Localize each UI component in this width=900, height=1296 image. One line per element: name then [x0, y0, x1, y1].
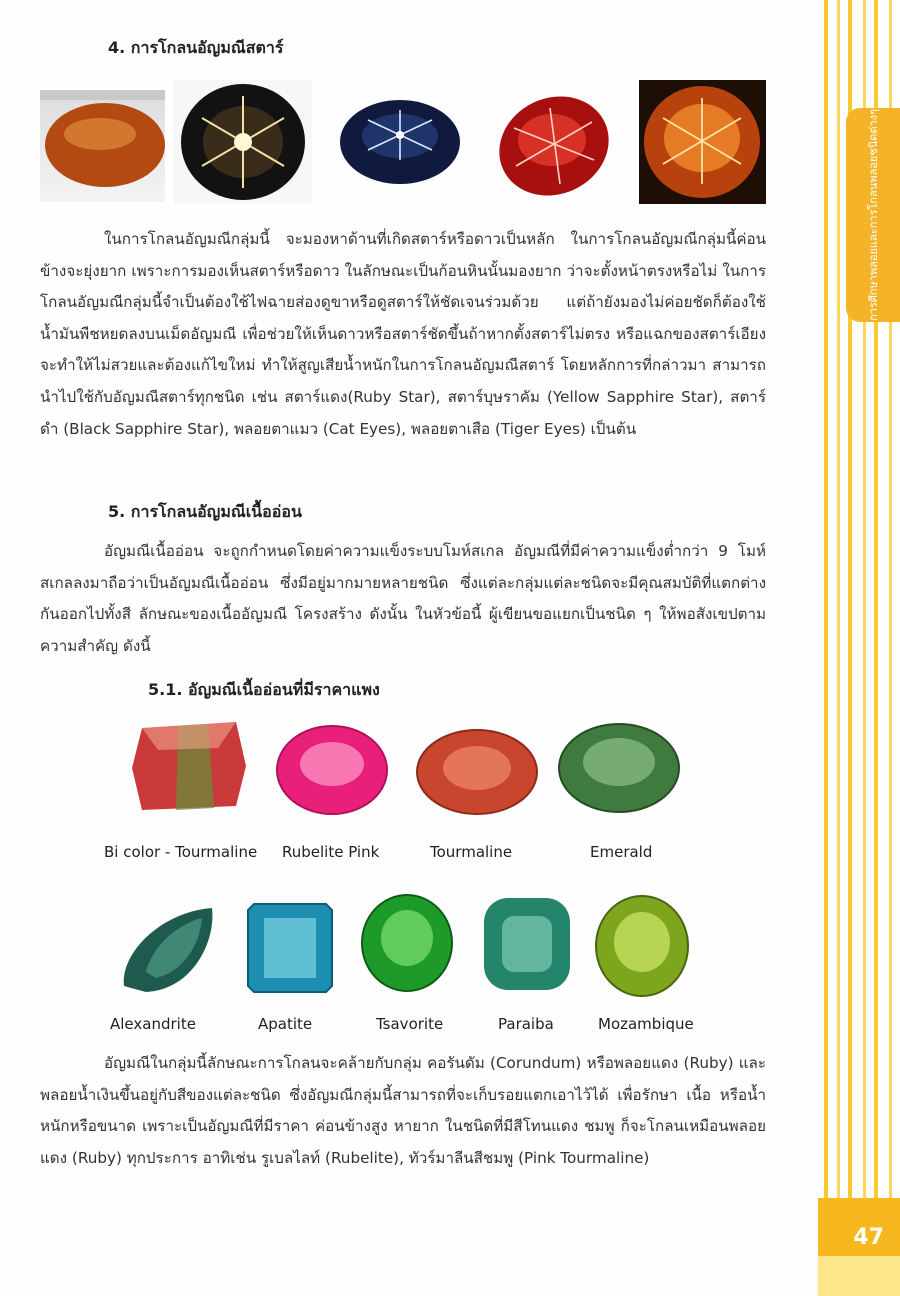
section-4-heading: 4. การโกลนอัญมณีสตาร์	[108, 38, 284, 57]
gem-bicolor-tourmaline	[128, 718, 250, 818]
gem-label-tourmaline: Tourmaline	[430, 843, 513, 861]
section-5-heading: 5. การโกลนอัญมณีเนื้ออ่อน	[108, 502, 302, 521]
star-gem-photo-1	[40, 90, 165, 202]
page-number-box-lower	[818, 1256, 900, 1296]
gem-rubelite-pink	[274, 722, 390, 822]
star-gem-photo-3	[336, 88, 464, 196]
gem-emerald	[556, 720, 682, 820]
gem-label-mozambique: Mozambique	[598, 1015, 694, 1033]
section-4-paragraph: ในการโกลนอัญมณีกลุ่มนี้ จะมองหาด้านที่เกิดสตาร์หรือดาวเป็นหลัก ในการโกลนอัญมณีกลุ่มนี้ค่อนข้างจะยุ่งยาก เพราะการมองเห็นสตาร์หรือดาว ในลักษณะเป็นก้อนหินนั้นมองยาก ว่าจะตั้งหน้าตรงหรือไม่ ในการโกลนอัญมณีกลุ่มนี้จำเป็นต้องใช้ไฟฉายส่องดูขาหรือดูสตาร์ให้ชัดเจนร่วมด้วย แต่ถ้ายังมองไม่ค่อยชัดก็ต้องใช้น้ำมันพืชหยดลงบนเม็ดอัญมณี เพื่อช่วยให้เห็นดาวหรือสตาร์ชัดขึ้นถ้าหากตั้งสตาร์ไม่ตรง หรือแฉกของสตาร์เอียง จะทำให้ไม่สวยและต้องแก้ไขใหม่ ทำให้สูญเสียน้ำหนักในการโกลนอัญมณีสตาร์ โดยหลักการที่กล่าวมา สามารถนำไปใช้กับอัญมณีสตาร์ทุกชนิด เช่น สตาร์แดง(Ruby Star), สตาร์บุษราคัม (Yellow Sapphire Star), สตาร์ดำ (Black Sapphire Star), พลอยตาแมว (Cat Eyes), พลอยตาเสือ (Tiger Eyes) เป็นต้น	[40, 230, 766, 438]
gem-label-rubelite-pink: Rubelite Pink	[282, 843, 380, 861]
gem-paraiba	[480, 894, 574, 998]
star-gem-photo-2	[174, 80, 312, 204]
chapter-side-tab	[846, 108, 900, 322]
gem-label-bicolor-tourmaline: Bi color - Tourmaline	[104, 843, 258, 861]
gem-label-apatite: Apatite	[258, 1015, 313, 1033]
section-5-1-heading: 5.1. อัญมณีเนื้ออ่อนที่มีราคาแพง	[148, 680, 380, 699]
gem-mozambique	[594, 894, 690, 1002]
chapter-tab-label: การศึกษาพลอยและการโกลนพลอยชนิดต่างๆ	[867, 109, 880, 321]
page-number: 47	[853, 1225, 884, 1250]
page-number-box	[818, 1198, 900, 1256]
gem-label-tsavorite: Tsavorite	[376, 1015, 444, 1033]
section-5-1-paragraph: อัญมณีในกลุ่มนี้ลักษณะการโกลนจะคล้ายกับกลุ่ม คอรันดัม (Corundum) หรือพลอยแดง (Ruby) และพลอยน้ำเงินขึ้นอยู่กับสีของแต่ละชนิด ซึ่งอัญมณีกลุ่มนี้สามารถที่จะเก็บรอยแตกเอาไว้ได้ เพื่อรักษา เนื้อ หรือน้ำหนักหรือขนาด เพราะเป็นอัญมณีที่มีราคา ค่อนข้างสูง หายาก ในชนิดที่มีสีโทนแดง ชมพู ก็จะโกลนเหมือนพลอยแดง (Ruby) ทุกประการ อาทิเช่น รูเบลไลท์ (Rubelite), ทัวร์มาลีนสีชมพู (Pink Tourmaline)	[40, 1054, 766, 1167]
gem-apatite	[244, 900, 336, 1000]
gem-tsavorite	[360, 892, 454, 998]
section-5-paragraph: อัญมณีเนื้ออ่อน จะถูกกำหนดโดยค่าความแข็งระบบโมห์สเกล อัญมณีที่มีค่าความแข็งต่ำกว่า 9 โมห์สเกลลงมาถือว่าเป็นอัญมณีเนื้ออ่อน ซึ่งมีอยู่มากมายหลายชนิด ซึ่งแต่ละกลุ่มแต่ละชนิดจะมีคุณสมบัติที่แตกต่างกันออกไปทั้งสี ลักษณะของเนื้ออัญมณี โครงสร้าง ดังนั้น ในหัวข้อนี้ ผู้เขียนขอแยกเป็นชนิด ๆ ให้พอสังเขปตามความสำคัญ ดังนี้	[40, 542, 766, 655]
star-gem-photo-4	[494, 88, 616, 200]
star-gem-photo-5	[639, 80, 766, 204]
gem-label-alexandrite: Alexandrite	[110, 1015, 196, 1033]
gem-alexandrite	[116, 902, 220, 1000]
gem-label-paraiba: Paraiba	[498, 1015, 554, 1033]
gem-tourmaline	[414, 726, 540, 822]
gem-label-emerald: Emerald	[590, 843, 653, 861]
